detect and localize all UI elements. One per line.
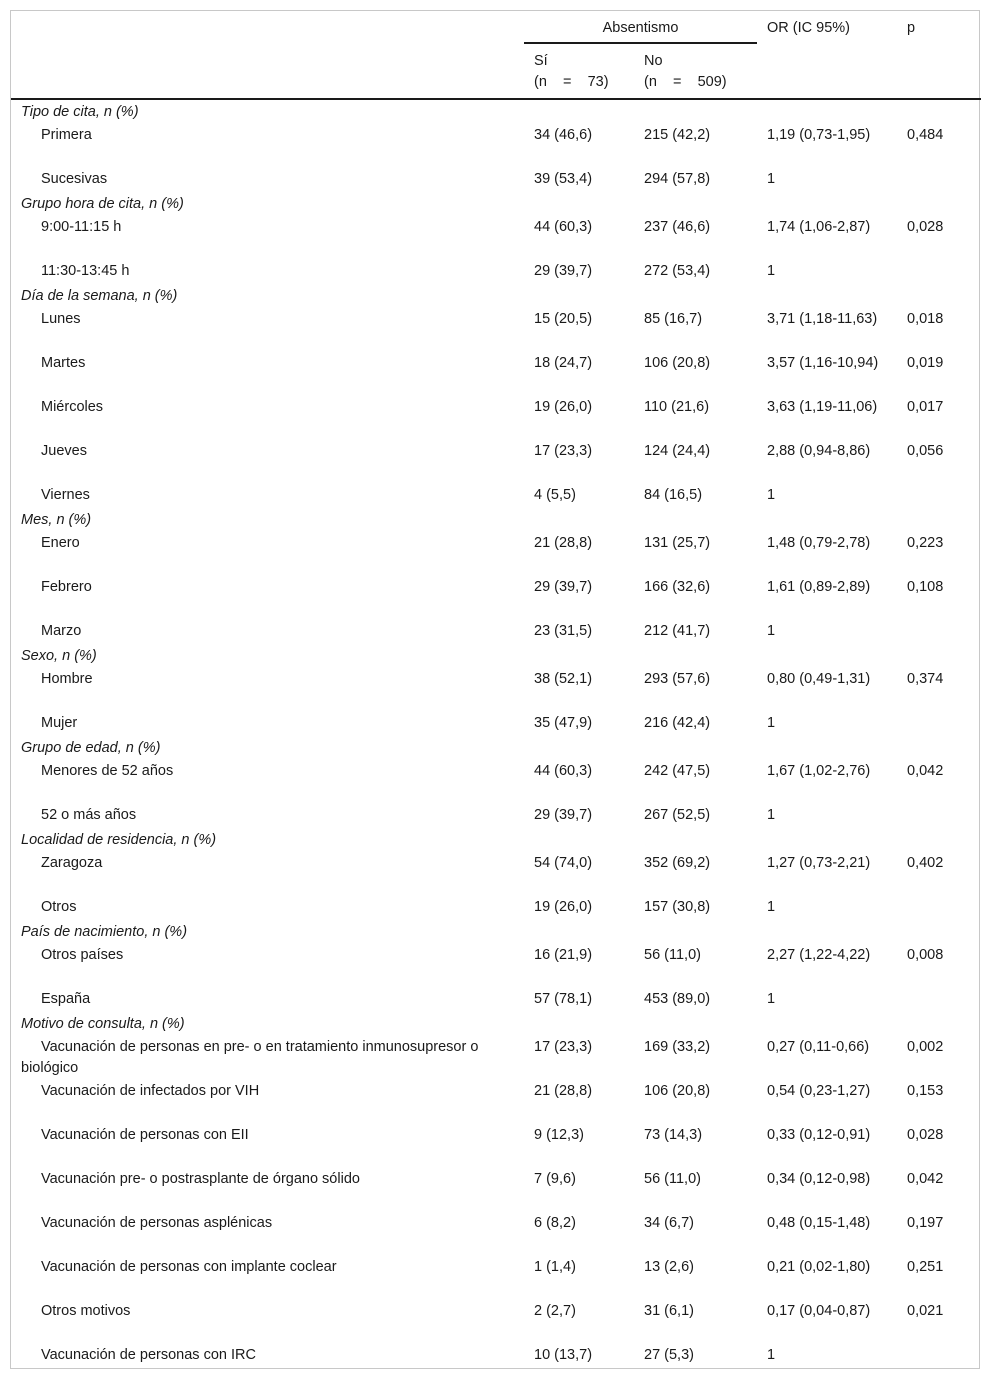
table-row <box>11 440 981 484</box>
row-label: Primera <box>41 127 92 143</box>
cell-si: 17 (23,3) <box>534 1039 593 1055</box>
cell-p <box>897 168 981 192</box>
category-row <box>11 644 981 668</box>
cell-si: 38 (52,1) <box>534 671 593 687</box>
category-label: Motivo de consulta, n (%) <box>21 1016 185 1032</box>
row-label: Otros países <box>41 947 124 963</box>
cell-no: 84 (16,5) <box>644 487 703 503</box>
cell-no: 242 (47,5) <box>644 763 711 779</box>
row-label: Menores de 52 años <box>41 763 174 779</box>
row-label: Mujer <box>41 715 78 731</box>
header-si-n: (n = 73) <box>534 74 609 90</box>
cell-or: 2,88 (0,94-8,86) <box>767 443 871 459</box>
table-row <box>11 1036 981 1080</box>
cell-si: 23 (31,5) <box>534 623 593 639</box>
cell-p: 0,153 <box>907 1083 944 1099</box>
cell-p <box>897 1344 981 1373</box>
cell-p: 0,484 <box>907 127 944 143</box>
cell-or: 1,27 (0,73-2,21) <box>767 855 871 871</box>
cell-si: 2 (2,7) <box>534 1303 576 1319</box>
table-row <box>11 484 981 508</box>
cell-no: 56 (11,0) <box>644 947 701 963</box>
cell-p: 0,028 <box>907 1127 944 1143</box>
header-empty <box>11 11 524 43</box>
cell-si: 34 (46,6) <box>534 127 593 143</box>
cell-or: 1 <box>767 807 776 823</box>
cell-p: 0,251 <box>907 1259 944 1275</box>
cell-si: 7 (9,6) <box>534 1171 576 1187</box>
table-row <box>11 308 981 352</box>
category-label: Grupo de edad, n (%) <box>21 740 161 756</box>
cell-p: 0,019 <box>907 355 944 371</box>
cell-si: 1 (1,4) <box>534 1259 576 1275</box>
cell-no: 272 (53,4) <box>644 263 711 279</box>
row-label: Jueves <box>41 443 87 459</box>
cell-si: 29 (39,7) <box>534 807 593 823</box>
cell-si: 16 (21,9) <box>534 947 593 963</box>
row-label: Vacunación de personas con IRC <box>41 1347 256 1363</box>
cell-p <box>897 804 981 828</box>
cell-or: 1 <box>767 487 776 503</box>
cell-si: 21 (28,8) <box>534 535 593 551</box>
table-row <box>11 576 981 620</box>
cell-or: 0,17 (0,04-0,87) <box>767 1303 871 1319</box>
cell-or: 2,27 (1,22-4,22) <box>767 947 871 963</box>
cell-no: 294 (57,8) <box>644 171 711 187</box>
cell-si: 39 (53,4) <box>534 171 593 187</box>
header-si-cell <box>524 43 634 99</box>
table-row <box>11 944 981 988</box>
row-label: Miércoles <box>41 399 104 415</box>
category-row <box>11 828 981 852</box>
cell-or: 0,54 (0,23-1,27) <box>767 1083 871 1099</box>
category-label: País de nacimiento, n (%) <box>21 924 188 940</box>
row-label: Hombre <box>41 671 93 687</box>
cell-p: 0,008 <box>907 947 944 963</box>
category-row <box>11 736 981 760</box>
absentism-table <box>11 11 981 1373</box>
row-label: Febrero <box>41 579 92 595</box>
cell-p: 0,021 <box>907 1303 944 1319</box>
header-empty-2 <box>11 43 524 99</box>
row-label: Vacunación de personas con implante coclear <box>41 1259 337 1275</box>
cell-or: 1,19 (0,73-1,95) <box>767 127 871 143</box>
row-label: Marzo <box>41 623 82 639</box>
cell-p: 0,042 <box>907 763 944 779</box>
cell-no: 237 (46,6) <box>644 219 711 235</box>
table-row <box>11 760 981 804</box>
cell-si: 6 (8,2) <box>534 1215 576 1231</box>
category-row <box>11 920 981 944</box>
row-label: Otros motivos <box>41 1303 131 1319</box>
cell-p: 0,108 <box>907 579 944 595</box>
cell-no: 27 (5,3) <box>644 1347 694 1363</box>
cell-si: 9 (12,3) <box>534 1127 584 1143</box>
table-body <box>11 99 981 1373</box>
cell-p <box>897 988 981 1012</box>
cell-no: 169 (33,2) <box>644 1039 711 1055</box>
table-row <box>11 396 981 440</box>
category-row <box>11 284 981 308</box>
cell-or: 1 <box>767 623 776 639</box>
cell-or: 0,48 (0,15-1,48) <box>767 1215 871 1231</box>
table-header <box>11 11 981 99</box>
row-label: Zaragoza <box>41 855 103 871</box>
row-label: Vacunación de personas con EII <box>41 1127 249 1143</box>
cell-p: 0,197 <box>907 1215 944 1231</box>
cell-or: 1 <box>767 991 776 1007</box>
table-row <box>11 1124 981 1168</box>
row-label: 52 o más años <box>41 807 137 823</box>
cell-no: 56 (11,0) <box>644 1171 701 1187</box>
cell-p: 0,042 <box>907 1171 944 1187</box>
cell-no: 293 (57,6) <box>644 671 711 687</box>
cell-p <box>897 260 981 284</box>
header-si: Sí <box>534 53 548 69</box>
cell-si: 29 (39,7) <box>534 263 593 279</box>
category-label: Localidad de residencia, n (%) <box>21 832 217 848</box>
cell-no: 124 (24,4) <box>644 443 711 459</box>
cell-no: 216 (42,4) <box>644 715 711 731</box>
table-row <box>11 1080 981 1124</box>
table-row <box>11 852 981 896</box>
cell-or: 1,67 (1,02-2,76) <box>767 763 871 779</box>
cell-si: 54 (74,0) <box>534 855 593 871</box>
cell-or: 0,27 (0,11-0,66) <box>767 1039 870 1055</box>
row-label: Vacunación pre- o postrasplante de órgano sólido <box>41 1171 360 1187</box>
header-absentismo: Absentismo <box>524 11 757 43</box>
cell-no: 106 (20,8) <box>644 355 711 371</box>
cell-si: 44 (60,3) <box>534 219 593 235</box>
row-label: Martes <box>41 355 86 371</box>
category-row <box>11 1012 981 1036</box>
cell-si: 19 (26,0) <box>534 899 593 915</box>
cell-si: 18 (24,7) <box>534 355 593 371</box>
cell-si: 17 (23,3) <box>534 443 593 459</box>
cell-or: 1,74 (1,06-2,87) <box>767 219 871 235</box>
cell-si: 19 (26,0) <box>534 399 593 415</box>
cell-p: 0,402 <box>907 855 944 871</box>
cell-si: 57 (78,1) <box>534 991 593 1007</box>
table-row <box>11 712 981 736</box>
cell-no: 110 (21,6) <box>644 399 710 415</box>
table-row <box>11 352 981 396</box>
table-row <box>11 1168 981 1212</box>
cell-no: 13 (2,6) <box>644 1259 694 1275</box>
cell-or: 1,61 (0,89-2,89) <box>767 579 871 595</box>
cell-no: 267 (52,5) <box>644 807 711 823</box>
table-row <box>11 1300 981 1344</box>
row-label: Otros <box>41 899 77 915</box>
cell-or: 1 <box>767 1347 776 1363</box>
cell-or: 1 <box>767 715 776 731</box>
cell-or: 0,21 (0,02-1,80) <box>767 1259 871 1275</box>
cell-p <box>897 620 981 644</box>
cell-no: 157 (30,8) <box>644 899 711 915</box>
table-row <box>11 1256 981 1300</box>
cell-p: 0,002 <box>907 1039 944 1055</box>
category-row <box>11 99 981 124</box>
cell-no: 166 (32,6) <box>644 579 711 595</box>
header-no-cell <box>634 43 757 99</box>
cell-no: 73 (14,3) <box>644 1127 703 1143</box>
cell-no: 31 (6,1) <box>644 1303 694 1319</box>
cell-si: 29 (39,7) <box>534 579 593 595</box>
table-row <box>11 620 981 644</box>
table-row <box>11 804 981 828</box>
row-label: España <box>41 991 91 1007</box>
row-label: Vacunación de personas en pre- o en tratamiento inmunosupresor o biológico <box>21 1039 479 1076</box>
row-label: 9:00-11:15 h <box>41 219 122 235</box>
table-row <box>11 168 981 192</box>
table-row <box>11 1212 981 1256</box>
cell-si: 21 (28,8) <box>534 1083 593 1099</box>
cell-p: 0,018 <box>907 311 944 327</box>
cell-or: 3,57 (1,16-10,94) <box>767 355 879 371</box>
cell-p <box>897 896 981 920</box>
cell-or: 1 <box>767 171 776 187</box>
cell-no: 212 (41,7) <box>644 623 711 639</box>
row-label: Vacunación de infectados por VIH <box>41 1083 260 1099</box>
table-row <box>11 532 981 576</box>
cell-no: 453 (89,0) <box>644 991 711 1007</box>
cell-or: 3,71 (1,18-11,63) <box>767 311 878 327</box>
cell-no: 215 (42,2) <box>644 127 711 143</box>
table-row <box>11 216 981 260</box>
category-label: Grupo hora de cita, n (%) <box>21 196 184 212</box>
header-empty-4 <box>897 43 981 99</box>
cell-no: 34 (6,7) <box>644 1215 694 1231</box>
cell-p: 0,223 <box>907 535 944 551</box>
table-row <box>11 668 981 712</box>
cell-or: 0,33 (0,12-0,91) <box>767 1127 871 1143</box>
table-row <box>11 988 981 1012</box>
table-row <box>11 1344 981 1373</box>
cell-or: 1 <box>767 263 776 279</box>
header-no: No <box>644 53 663 69</box>
row-label: Sucesivas <box>41 171 108 187</box>
cell-p: 0,056 <box>907 443 944 459</box>
cell-or: 0,80 (0,49-1,31) <box>767 671 871 687</box>
cell-or: 3,63 (1,19-11,06) <box>767 399 878 415</box>
row-label: Vacunación de personas asplénicas <box>41 1215 273 1231</box>
cell-si: 44 (60,3) <box>534 763 593 779</box>
category-label: Sexo, n (%) <box>21 648 97 664</box>
cell-si: 10 (13,7) <box>534 1347 593 1363</box>
cell-no: 352 (69,2) <box>644 855 711 871</box>
table-row <box>11 124 981 168</box>
category-label: Tipo de cita, n (%) <box>21 104 139 120</box>
header-no-n: (n = 509) <box>644 74 727 90</box>
cell-p: 0,028 <box>907 219 944 235</box>
cell-p <box>897 712 981 736</box>
table-row <box>11 260 981 284</box>
row-label: Viernes <box>41 487 90 503</box>
category-row <box>11 508 981 532</box>
row-label: 11:30-13:45 h <box>41 263 130 279</box>
cell-or: 0,34 (0,12-0,98) <box>767 1171 871 1187</box>
row-label: Enero <box>41 535 80 551</box>
header-or: OR (IC 95%) <box>767 20 851 36</box>
cell-or: 1,48 (0,79-2,78) <box>767 535 871 551</box>
table-row <box>11 896 981 920</box>
cell-si: 35 (47,9) <box>534 715 593 731</box>
cell-p: 0,374 <box>907 671 944 687</box>
header-p: p <box>907 20 916 36</box>
cell-no: 131 (25,7) <box>644 535 711 551</box>
category-label: Mes, n (%) <box>21 512 92 528</box>
category-row <box>11 192 981 216</box>
cell-si: 4 (5,5) <box>534 487 576 503</box>
header-empty-3 <box>757 43 897 99</box>
cell-no: 106 (20,8) <box>644 1083 711 1099</box>
category-label: Día de la semana, n (%) <box>21 288 178 304</box>
cell-p <box>897 484 981 508</box>
cell-si: 15 (20,5) <box>534 311 593 327</box>
cell-no: 85 (16,7) <box>644 311 703 327</box>
cell-or: 1 <box>767 899 776 915</box>
row-label: Lunes <box>41 311 81 327</box>
cell-p: 0,017 <box>907 399 944 415</box>
